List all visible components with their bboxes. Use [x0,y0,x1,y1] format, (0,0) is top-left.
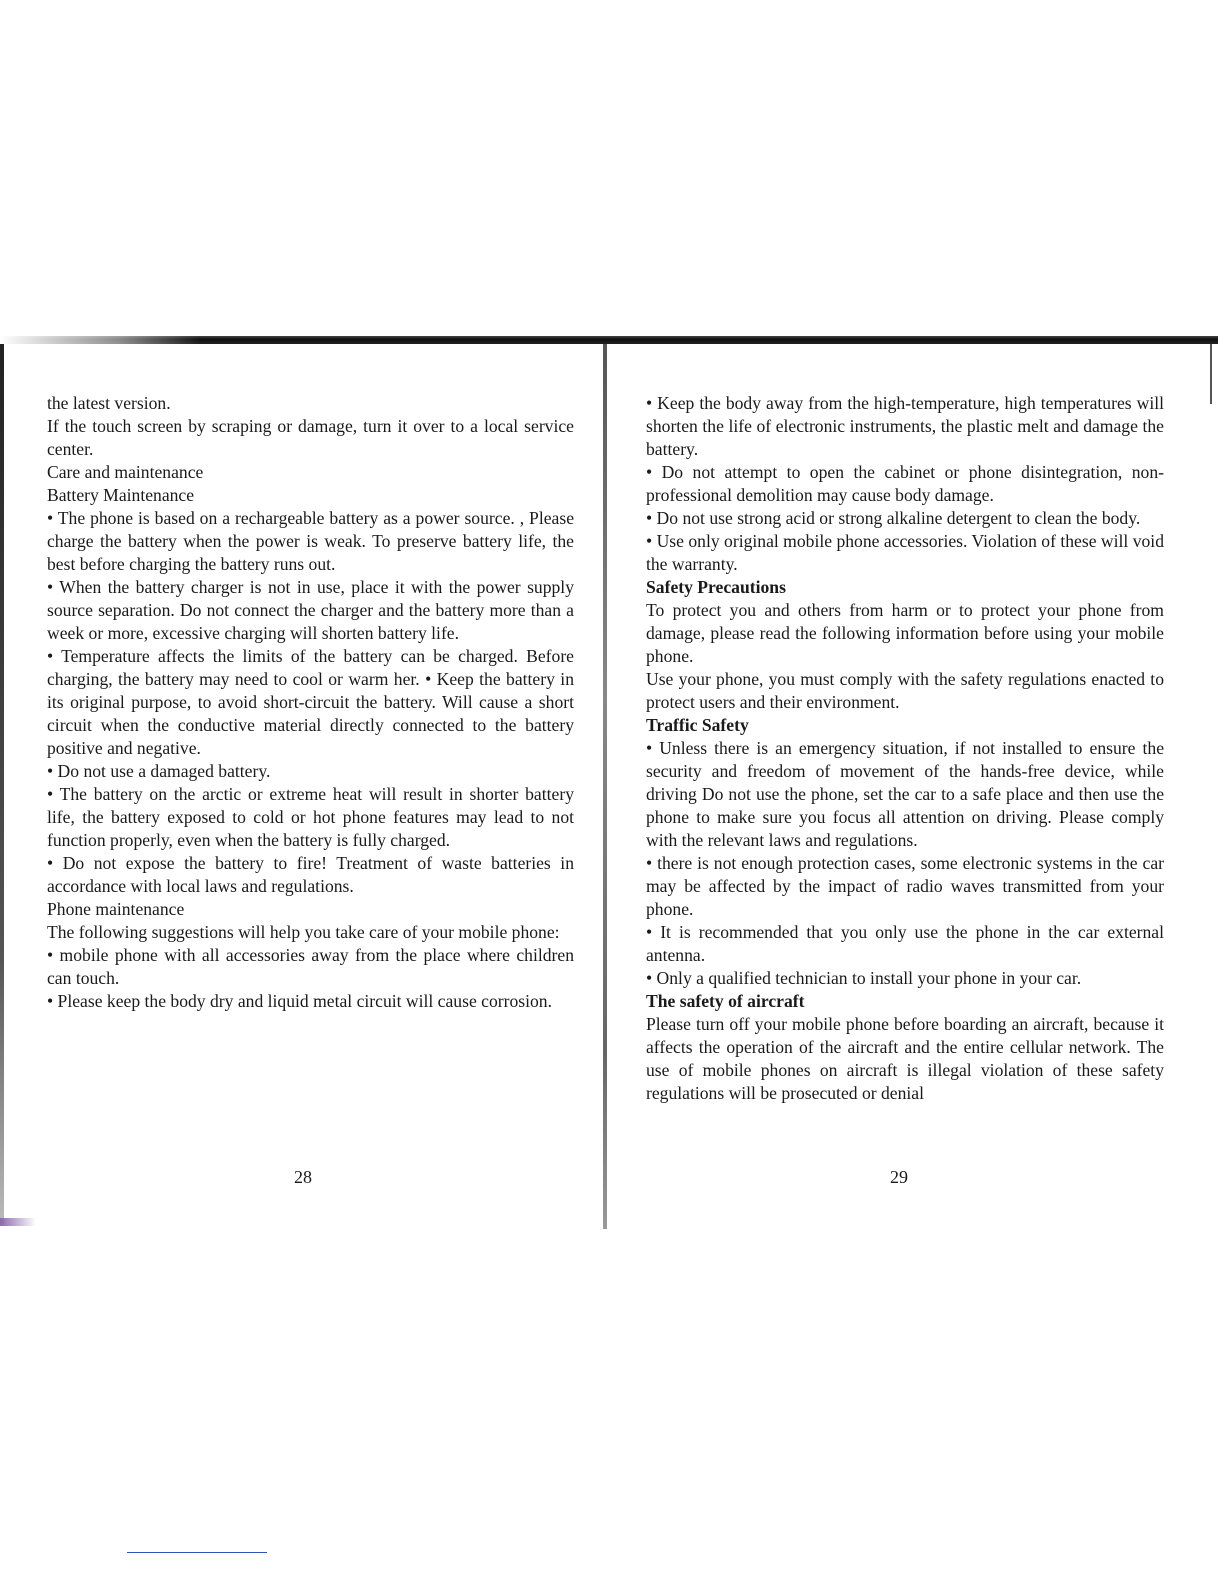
section-heading: Traffic Safety [646,715,749,735]
section-heading: Safety Precautions [646,577,786,597]
bullet-paragraph: • Please keep the body dry and liquid metal circuit will cause corrosion. [47,991,552,1011]
body-paragraph: Please turn off your mobile phone before boarding an aircraft, because it affects the operation of the aircraft and the entire cellular network. The use of mobile phones on aircraft is illegal violation of these safety regulations will be prosecuted or denial [646,1014,1164,1103]
bullet-paragraph: • there is not enough protection cases, some electronic systems in the car may be affected by the impact of radio waves transmitted from your phone. [646,853,1164,919]
left-page-number: 28 [294,1167,312,1187]
scan-artifact [0,1218,36,1226]
bullet-paragraph: • Do not use strong acid or strong alkaline detergent to clean the body. [646,508,1141,528]
subsection-title: Phone maintenance [47,899,185,919]
right-page-number: 29 [890,1167,908,1187]
left-page-content [47,392,574,1013]
bullet-paragraph: • Keep the body away from the high-temperature, high temperatures will shorten the life of electronic instruments, the plastic melt and damage the battery. [646,393,1164,459]
right-page-edge [1210,344,1212,404]
subsection-title: Care and maintenance [47,462,204,482]
body-paragraph: To protect you and others from harm or to protect your phone from damage, please read the following information before using your mobile phone. [646,600,1164,666]
bullet-paragraph: • Only a qualified technician to install your phone in your car. [646,968,1082,988]
section-heading: The safety of aircraft [646,991,805,1011]
bullet-paragraph: • Unless there is an emergency situation, if not installed to ensure the security and freedom of movement of the hands-free device, while driving Do not use the phone, set the car to a safe place and then use the phone to make sure you focus all attention on driving. Please comply with the relevant laws and regulations. [646,738,1164,850]
bullet-paragraph: • The phone is based on a rechargeable battery as a power source. , Please charge the battery when the power is weak. To preserve battery life, the best before charging the battery runs out. [47,508,574,574]
bullet-paragraph: • It is recommended that you only use the phone in the car external antenna. [646,922,1164,965]
bullet-paragraph: • The battery on the arctic or extreme heat will result in shorter battery life, the battery exposed to cold or hot phone features may lead to not function properly, even when the battery is fully charged. [47,784,574,850]
bullet-paragraph: • When the battery charger is not in use, place it with the power supply source separation. Do not connect the charger and the battery more than a week or more, excessive charging will shorten battery life. [47,577,574,643]
bullet-paragraph: • Do not expose the battery to fire! Treatment of waste batteries in accordance with local laws and regulations. [47,853,574,896]
subsection-title: Battery Maintenance [47,485,195,505]
left-page-edge [0,344,4,1224]
bullet-paragraph: • Do not use a damaged battery. [47,761,271,781]
right-page-content [646,392,1164,1105]
bullet-paragraph: • mobile phone with all accessories away from the place where children can touch. [47,945,574,988]
top-rule-fade [0,336,200,344]
bullet-paragraph: • Do not attempt to open the cabinet or phone disintegration, non-professional demolition may cause body damage. [646,462,1164,505]
body-paragraph: Use your phone, you must comply with the safety regulations enacted to protect users and their environment. [646,669,1164,712]
bullet-paragraph: • Use only original mobile phone accessories. Violation of these will void the warranty. [646,531,1164,574]
body-paragraph: The following suggestions will help you take care of your mobile phone: [47,922,560,942]
book-spine [603,344,607,1229]
body-paragraph: If the touch screen by scraping or damage, turn it over to a local service center. [47,416,574,459]
bullet-paragraph: • Temperature affects the limits of the battery can be charged. Before charging, the battery may need to cool or warm her. • Keep the battery in its original purpose, to avoid short-circuit the battery. Will cause a short circuit when the conductive material directly connected to the battery positive and negative. [47,646,574,758]
body-paragraph: the latest version. [47,393,171,413]
scan-underline-artifact [127,1552,267,1553]
